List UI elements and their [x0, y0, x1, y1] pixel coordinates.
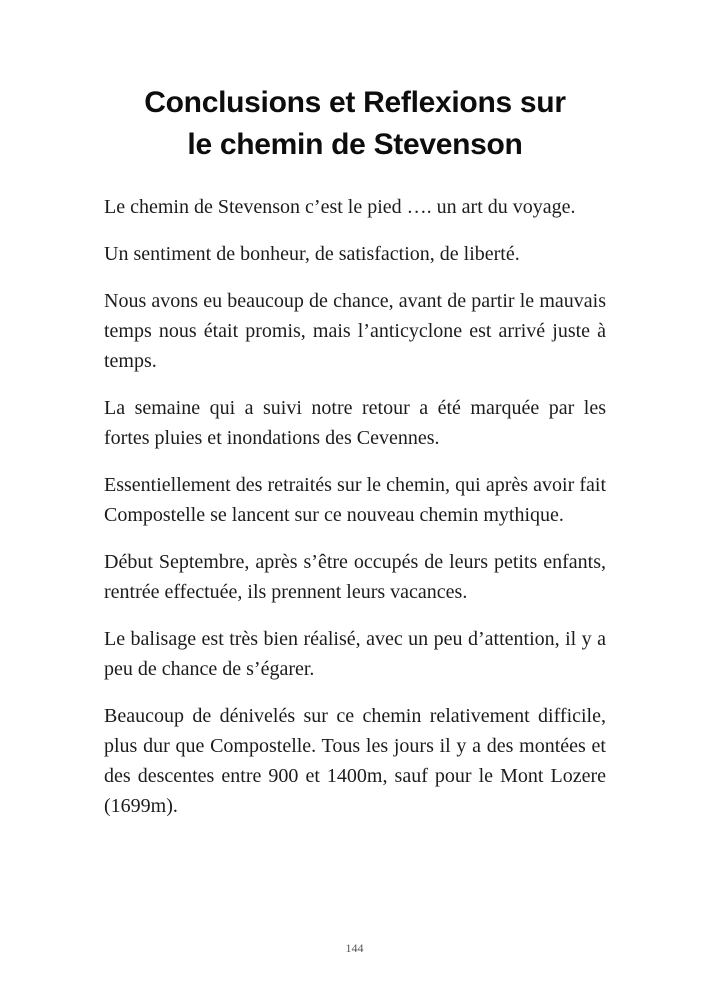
paragraph-septembre: Début Septembre, après s’être occupés de leurs petits enfants, rentrée effectuée, ils prennent leurs vacances.: [104, 551, 606, 603]
title-line-1: Conclusions et Reflexions sur: [144, 86, 566, 119]
title-line-2: le chemin de Stevenson: [187, 128, 523, 161]
page-title: [104, 82, 606, 166]
page-number: 144: [345, 941, 364, 955]
paragraph-balisage: Le balisage est très bien réalisé, avec un peu d’attention, il y a peu de chance de s’égarer.: [104, 628, 606, 680]
page-content: [104, 82, 606, 821]
paragraph-deniveles: Beaucoup de dénivelés sur ce chemin relativement difficile, plus dur que Compostelle. Tous les jours il y a des montées et des descentes entre 900 et 1400m, sauf pour le Mont Lozere (1699m).: [104, 705, 606, 817]
paragraph-semaine: La semaine qui a suivi notre retour a été marquée par les fortes pluies et inondations des Cevennes.: [104, 397, 606, 449]
paragraph-retraites: Essentiellement des retraités sur le chemin, qui après avoir fait Compostelle se lancent sur ce nouveau chemin mythique.: [104, 474, 606, 526]
paragraph-le-chemin: Le chemin de Stevenson c’est le pied …. un art du voyage.: [104, 196, 576, 218]
paragraph-sentiment: Un sentiment de bonheur, de satisfaction, de liberté.: [104, 243, 520, 265]
paragraph-chance: Nous avons eu beaucoup de chance, avant de partir le mauvais temps nous était promis, mais l’anticyclone est arrivé juste à temps.: [104, 290, 606, 372]
